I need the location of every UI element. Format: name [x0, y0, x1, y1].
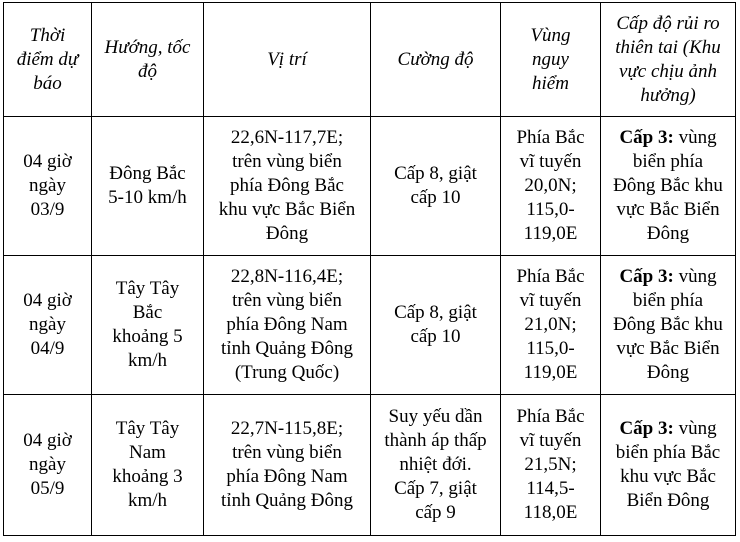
cell-position: 22,6N-117,7E; trên vùng biển phía Đông Bắc khu vực Bắc Biển Đông — [204, 117, 371, 256]
table-row — [4, 256, 736, 395]
cell-direction: Tây Tây Bắc khoảng 5 km/h — [92, 256, 204, 395]
header-risk-level: Cấp độ rủi ro thiên tai (Khu vực chịu ảnh hưởng) — [601, 3, 736, 117]
risk-level-label: Cấp 3: — [619, 418, 674, 439]
table-row — [4, 117, 736, 256]
header-direction: Hướng, tốc độ — [92, 3, 204, 117]
risk-level-label: Cấp 3: — [619, 266, 674, 287]
cell-direction: Tây Tây Nam khoảng 3 km/h — [92, 395, 204, 536]
cell-intensity: Cấp 8, giật cấp 10 — [371, 117, 501, 256]
cell-time: 04 giờ ngày 05/9 — [4, 395, 92, 536]
header-intensity: Cường độ — [371, 3, 501, 117]
cell-time: 04 giờ ngày 03/9 — [4, 117, 92, 256]
header-position: Vị trí — [204, 3, 371, 117]
cell-intensity: Suy yếu dần thành áp thấp nhiệt đới. Cấp 7, giật cấp 9 — [371, 395, 501, 536]
cell-time: 04 giờ ngày 04/9 — [4, 256, 92, 395]
header-danger-zone: Vùng nguy hiểm — [501, 3, 601, 117]
cell-danger-zone: Phía Bắc vĩ tuyến 20,0N; 115,0- 119,0E — [501, 117, 601, 256]
cell-danger-zone: Phía Bắc vĩ tuyến 21,5N; 114,5- 118,0E — [501, 395, 601, 536]
header-row — [4, 3, 736, 117]
cell-position: 22,8N-116,4E; trên vùng biển phía Đông Nam tỉnh Quảng Đông (Trung Quốc) — [204, 256, 371, 395]
cell-position: 22,7N-115,8E; trên vùng biển phía Đông Nam tỉnh Quảng Đông — [204, 395, 371, 536]
risk-level-label: Cấp 3: — [619, 127, 674, 148]
cell-risk-level: Cấp 3: vùng biển phía Đông Bắc khu vực Bắc Biển Đông — [601, 117, 736, 256]
forecast-table — [3, 2, 736, 536]
cell-danger-zone: Phía Bắc vĩ tuyến 21,0N; 115,0- 119,0E — [501, 256, 601, 395]
cell-intensity: Cấp 8, giật cấp 10 — [371, 256, 501, 395]
header-time: Thời điểm dự báo — [4, 3, 92, 117]
cell-risk-level: Cấp 3: vùng biển phía Bắc khu vực Bắc Biển Đông — [601, 395, 736, 536]
cell-risk-level: Cấp 3: vùng biển phía Đông Bắc khu vực Bắc Biển Đông — [601, 256, 736, 395]
table-row — [4, 395, 736, 536]
cell-direction: Đông Bắc 5-10 km/h — [92, 117, 204, 256]
